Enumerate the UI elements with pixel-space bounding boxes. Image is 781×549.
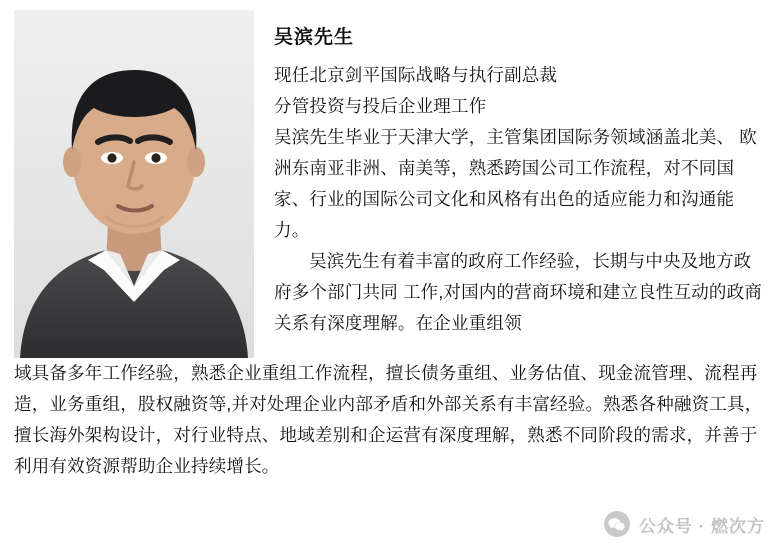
footer-watermark xyxy=(604,511,765,537)
intro-text-block xyxy=(274,60,766,339)
person-name: 吴滨先生 xyxy=(274,27,355,48)
wechat-icon xyxy=(604,511,630,537)
title-line-1: 现任北京剑平国际战略与执行副总裁 xyxy=(274,65,558,85)
footer-label: 公众号 · 燃次方 xyxy=(638,516,765,536)
portrait-photo xyxy=(14,10,254,358)
portrait-illustration xyxy=(14,10,254,358)
wechat-glyph xyxy=(608,517,625,532)
paragraph-1: 吴滨先生毕业于天津大学，主管集团国际务领域涵盖北美、 欧洲东南亚非洲、南美等，熟悉跨国公司工作流程，对不同国家、行业的国际公司文化和风格有出色的适应能力和沟通能力。 xyxy=(274,127,757,240)
title-line-2: 分管投资与投后企业理工作 xyxy=(274,96,487,116)
paragraph-2-part-1: 吴滨先生有着丰富的政府工作经验，长期与中央及地方政府多个部门共同 工作,对国内的营商环境和建立良性互动的政商关系有深度理解。在企业重组领 xyxy=(274,251,763,333)
paragraph-2-part-2: 域具备多年工作经验，熟悉企业重组工作流程，擅长债务重组、业务估值、现金流管理、流程再造，业务重组，股权融资等,并对处理企业内部矛盾和外部关系有丰富经验。熟悉各种融资工具，擅长海外架构设计，对行业特点、地域差别和企运营有深度理解，熟悉不同阶段的需求，并善于利用有效资源帮助企业持续增长。 xyxy=(14,363,763,476)
body-text-block xyxy=(14,358,766,482)
